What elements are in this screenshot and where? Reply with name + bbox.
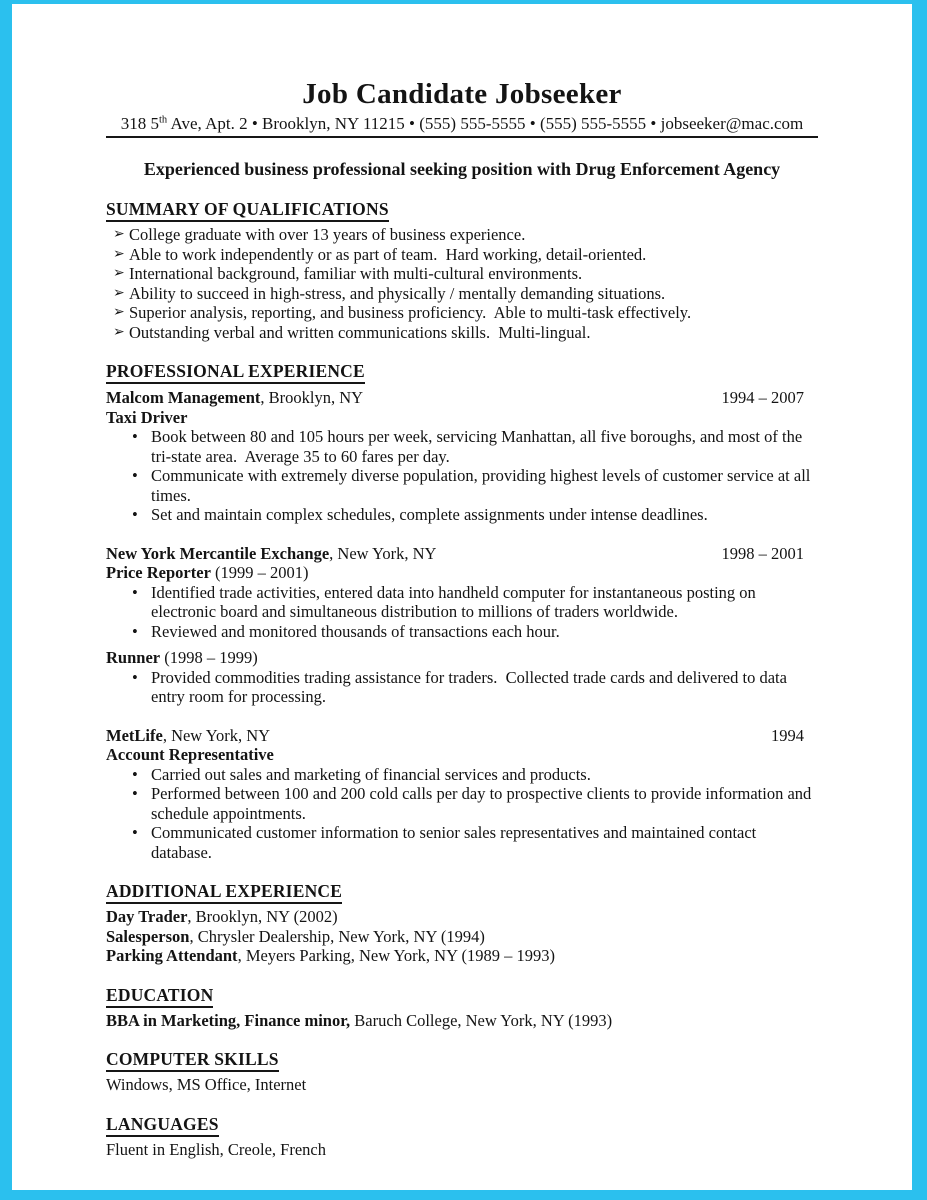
objective-line: Experienced business professional seeking position with Drug Enforcement Agency <box>143 159 781 179</box>
education-degree: BBA in Marketing, Finance minor, <box>106 1010 351 1030</box>
role-bullet-text: Performed between 100 and 200 cold calls per day to prospective clients to provide information and schedule appointments. <box>151 784 816 823</box>
education-heading <box>106 985 818 1008</box>
company-location: , New York, NY <box>162 725 271 745</box>
additional-item <box>106 907 818 927</box>
education-school: Baruch College, New York, NY (1993) <box>350 1010 613 1030</box>
dot-bullet-icon: • <box>132 667 138 687</box>
arrow-bullet-icon: ➢ <box>113 245 125 262</box>
company-name-location <box>106 388 363 408</box>
job-entry-metlife <box>106 726 818 863</box>
job-company-line <box>106 388 818 408</box>
contact-address-rest: Ave, Apt. 2 • Brooklyn, NY 11215 • (555) 555-5555 • (555) 555-5555 • jobseeker@mac.com <box>167 114 804 133</box>
role-bullet-text: Carried out sales and marketing of financial services and products. <box>151 764 591 784</box>
role-bullet <box>106 784 818 823</box>
summary-bullet-text: Ability to succeed in high-stress, and physically / mentally demanding situations. <box>129 283 666 303</box>
role-title: Runner <box>106 648 161 667</box>
role-bullet <box>106 765 818 785</box>
summary-bullet <box>106 264 818 284</box>
role-title-line <box>106 648 818 668</box>
additional-item-detail: , Brooklyn, NY (2002) <box>187 907 338 926</box>
company-name: Malcom Management <box>106 388 261 407</box>
job-role <box>106 563 818 641</box>
section-education <box>106 985 818 1031</box>
summary-heading-text: SUMMARY OF QUALIFICATIONS <box>106 199 389 222</box>
summary-bullet <box>106 284 818 304</box>
role-bullet <box>106 505 818 525</box>
role-bullet <box>106 427 818 466</box>
summary-bullet <box>106 225 818 245</box>
role-title: Account Representative <box>106 745 274 764</box>
resume-page <box>12 4 912 1190</box>
role-bullet <box>106 823 818 862</box>
dot-bullet-icon: • <box>132 505 138 524</box>
role-bullet-list <box>106 668 818 707</box>
additional-item-detail: , Chrysler Dealership, New York, NY (1994) <box>189 926 485 946</box>
dot-bullet-icon: • <box>132 427 138 446</box>
job-dates: 1998 – 2001 <box>721 543 804 563</box>
summary-bullet <box>106 323 818 343</box>
skills-line: Windows, MS Office, Internet <box>106 1075 307 1094</box>
header-divider <box>106 136 818 138</box>
resume-header <box>106 78 818 138</box>
role-bullet-list <box>106 765 818 863</box>
section-computer-skills <box>106 1049 818 1095</box>
section-professional-experience <box>106 361 818 862</box>
dot-bullet-icon: • <box>132 466 138 485</box>
summary-bullet-list <box>106 225 818 342</box>
summary-bullet-text: College graduate with over 13 years of business experience. <box>129 225 526 244</box>
company-name-location <box>106 726 270 746</box>
job-company-line <box>106 544 818 564</box>
summary-heading <box>106 199 818 222</box>
dot-bullet-icon: • <box>132 621 138 641</box>
languages-heading <box>106 1114 818 1137</box>
dot-bullet-icon: • <box>132 582 138 602</box>
skills-heading <box>106 1049 818 1072</box>
role-bullet-text: Communicate with extremely diverse population, providing highest levels of customer service at all times. <box>151 466 815 505</box>
additional-heading-text: ADDITIONAL EXPERIENCE <box>106 881 342 904</box>
role-bullet-list <box>106 427 818 525</box>
job-dates: 1994 – 2007 <box>721 388 804 407</box>
job-role <box>106 408 818 525</box>
summary-bullet-text: Able to work independently or as part of team. Hard working, detail-oriented. <box>129 244 647 264</box>
arrow-bullet-icon: ➢ <box>113 265 125 281</box>
additional-item <box>106 946 818 966</box>
role-title: Taxi Driver <box>106 407 188 427</box>
arrow-bullet-icon: ➢ <box>113 226 125 242</box>
job-entry-nymex <box>106 544 818 707</box>
languages-heading-text: LANGUAGES <box>106 1114 219 1137</box>
additional-item-title: Parking Attendant <box>106 946 238 965</box>
candidate-name: Job Candidate Jobseeker <box>302 78 622 110</box>
role-bullet-text: Provided commodities trading assistance for traders. Collected trade cards and delivered to data entry room for processing. <box>151 667 792 706</box>
summary-bullet-text: Superior analysis, reporting, and business proficiency. Able to multi-task effectively. <box>129 303 692 322</box>
role-bullet <box>106 583 818 622</box>
experience-heading-text: PROFESSIONAL EXPERIENCE <box>106 361 365 384</box>
company-location: , Brooklyn, NY <box>260 388 364 407</box>
education-heading-text: EDUCATION <box>106 985 213 1008</box>
role-bullet <box>106 622 818 642</box>
additional-item-detail: , Meyers Parking, New York, NY (1989 – 1993) <box>237 946 556 965</box>
summary-bullet <box>106 303 818 323</box>
role-bullet-text: Book between 80 and 105 hours per week, servicing Manhattan, all five boroughs, and most of the tri-state area. Average 35 to 60 fares per day. <box>151 427 807 466</box>
summary-bullet <box>106 245 818 265</box>
company-name-location <box>106 544 436 564</box>
role-title: Price Reporter <box>106 563 211 582</box>
role-bullet-text: Identified trade activities, entered data into handheld computer for instantaneous posting on electronic board and simultaneous distribution to millions of traders worldwide. <box>151 582 760 621</box>
arrow-bullet-icon: ➢ <box>113 284 125 301</box>
role-bullet-list <box>106 583 818 642</box>
role-bullet <box>106 668 818 707</box>
contact-address-start: 318 5 <box>120 114 159 133</box>
arrow-bullet-icon: ➢ <box>113 304 125 320</box>
role-title-line <box>106 563 818 583</box>
company-location: , New York, NY <box>329 543 437 563</box>
contact-ordinal-superscript: th <box>158 114 168 126</box>
role-title-line <box>106 745 818 765</box>
dot-bullet-icon: • <box>132 764 138 784</box>
summary-bullet-text: Outstanding verbal and written communications skills. Multi-lingual. <box>129 322 591 342</box>
additional-item-title: Salesperson <box>106 926 190 946</box>
section-summary <box>106 199 818 342</box>
contact-line <box>106 114 818 134</box>
company-name: New York Mercantile Exchange <box>106 543 330 563</box>
arrow-bullet-icon: ➢ <box>113 323 125 340</box>
role-bullet-text: Communicated customer information to senior sales representatives and maintained contact database. <box>151 823 761 862</box>
dot-bullet-icon: • <box>132 784 138 803</box>
additional-item <box>106 927 818 947</box>
summary-bullet-text: International background, familiar with multi-cultural environments. <box>129 264 583 283</box>
role-bullet-text: Reviewed and monitored thousands of transactions each hour. <box>151 621 560 641</box>
additional-heading <box>106 881 818 904</box>
dot-bullet-icon: • <box>132 823 138 842</box>
job-role <box>106 745 818 862</box>
job-role <box>106 648 818 707</box>
experience-heading <box>106 361 818 384</box>
section-languages <box>106 1114 818 1160</box>
job-company-line <box>106 726 818 746</box>
role-bullet-text: Set and maintain complex schedules, complete assignments under intense deadlines. <box>151 505 708 524</box>
job-dates: 1994 <box>771 725 804 745</box>
section-additional-experience <box>106 881 818 966</box>
job-entry-malcom-management <box>106 388 818 525</box>
additional-item-title: Day Trader <box>106 907 188 926</box>
education-line <box>106 1011 818 1031</box>
role-bullet <box>106 466 818 505</box>
skills-heading-text: COMPUTER SKILLS <box>106 1049 279 1072</box>
role-dates: (1999 – 2001) <box>210 563 309 582</box>
role-dates: (1998 – 1999) <box>160 648 258 667</box>
resume-content <box>106 4 818 1159</box>
company-name: MetLife <box>106 725 163 745</box>
role-title-line <box>106 408 818 428</box>
languages-line: Fluent in English, Creole, French <box>106 1139 326 1159</box>
